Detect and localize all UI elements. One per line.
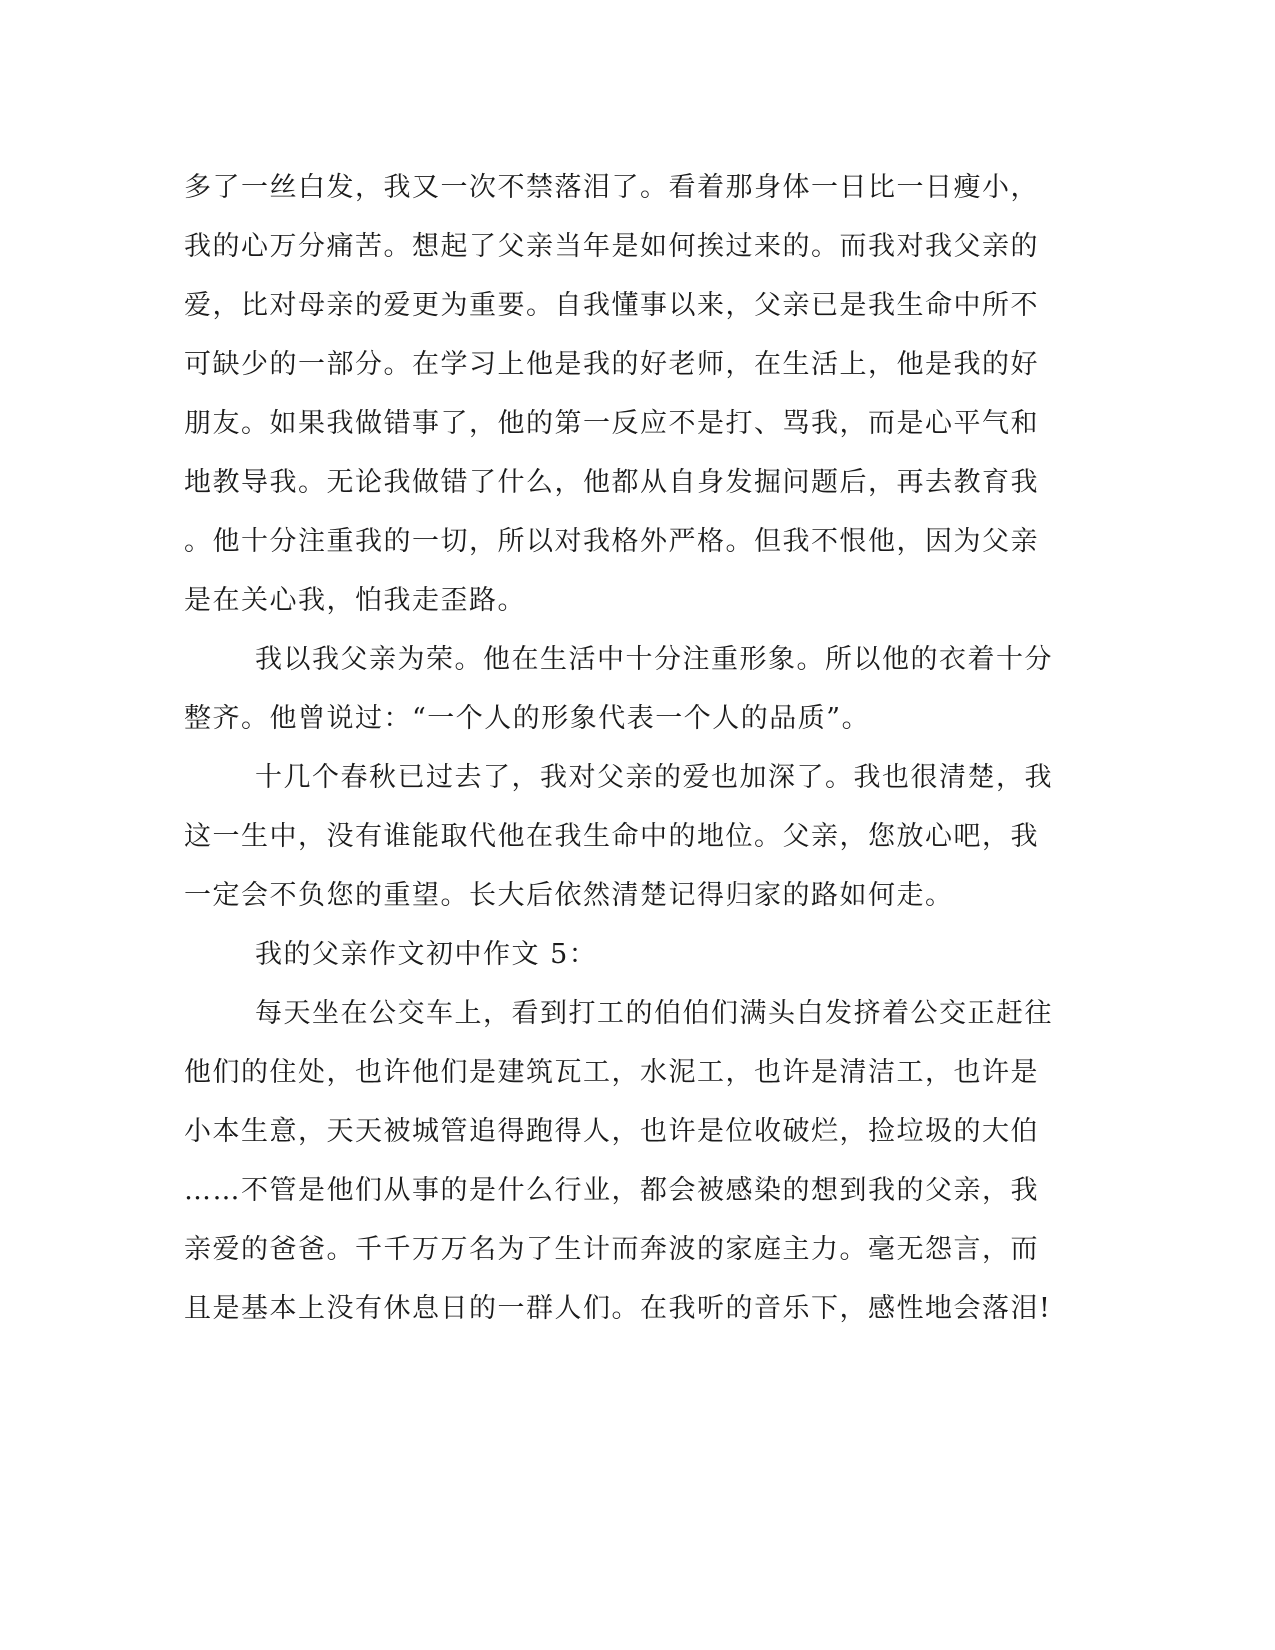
text-line: 爱，比对母亲的爱更为重要。自我懂事以来，父亲已是我生命中所不 [184,290,1039,321]
text-line: ……不管是他们从事的是什么行业，都会被感染的想到我的父亲，我 [184,1175,1039,1206]
text-line: 。他十分注重我的一切，所以对我格外严格。但我不恨他，因为父亲 [184,526,1039,557]
text-line: 亲爱的爸爸。千千万万名为了生计而奔波的家庭主力。毫无怨言，而 [184,1234,1039,1265]
section-heading: 我的父亲作文初中作文 5： [255,939,598,970]
text-line: 他们的住处，也许他们是建筑瓦工，水泥工，也许是清洁工，也许是 [184,1057,1039,1088]
text-line: 是在关心我，怕我走歪路。 [184,585,526,616]
text-line: 我的心万分痛苦。想起了父亲当年是如何挨过来的。而我对我父亲的 [184,231,1039,262]
text-line: 一定会不负您的重望。长大后依然清楚记得归家的路如何走。 [184,880,954,911]
text-line: 且是基本上没有休息日的一群人们。在我听的音乐下，感性地会落泪! [184,1293,1052,1324]
text-line: 可缺少的一部分。在学习上他是我的好老师，在生活上，他是我的好 [184,349,1039,380]
text-line: 地教导我。无论我做错了什么，他都从自身发掘问题后，再去教育我 [184,467,1039,498]
text-line: 这一生中，没有谁能取代他在我生命中的地位。父亲，您放心吧，我 [184,821,1039,852]
text-line: 小本生意，天天被城管追得跑得人，也许是位收破烂，捡垃圾的大伯 [184,1116,1039,1147]
paragraph-start-line: 十几个春秋已过去了，我对父亲的爱也加深了。我也很清楚，我 [255,762,1053,793]
paragraph-start-line: 每天坐在公交车上，看到打工的伯伯们满头白发挤着公交正赶往 [255,998,1053,1029]
paragraph-start-line: 我以我父亲为荣。他在生活中十分注重形象。所以他的衣着十分 [255,644,1053,675]
text-line: 整齐。他曾说过：“一个人的形象代表一个人的品质”。 [184,703,871,734]
body-text [184,158,1064,1338]
text-line: 多了一丝白发，我又一次不禁落泪了。看着那身体一日比一日瘦小， [184,172,1039,203]
text-line: 朋友。如果我做错事了，他的第一反应不是打、骂我，而是心平气和 [184,408,1039,439]
